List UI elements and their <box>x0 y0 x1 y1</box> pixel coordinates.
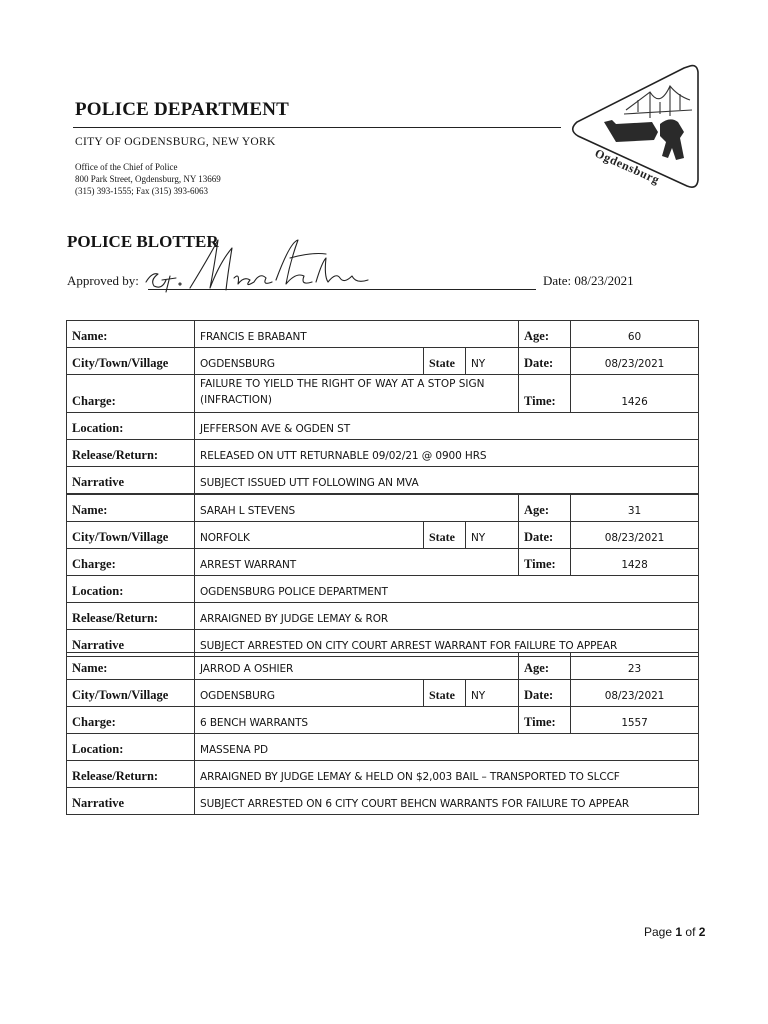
logo-text: Ogdensburg <box>592 145 662 187</box>
time-label: Time: <box>519 549 571 576</box>
location-label: Location: <box>67 576 195 603</box>
city-value: OGDENSBURG <box>195 348 424 375</box>
date-label: Date: <box>519 522 571 549</box>
age-value: 23 <box>571 653 699 680</box>
date-value: 08/23/2021 <box>571 348 699 375</box>
state-label: State <box>424 348 466 375</box>
time-value: 1428 <box>571 549 699 576</box>
narrative-label: Narrative <box>67 630 195 657</box>
name-value: FRANCIS E BRABANT <box>195 321 519 348</box>
city-label: City/Town/Village <box>67 522 195 549</box>
blotter-entry <box>66 494 699 657</box>
date-label: Date: <box>519 680 571 707</box>
date-label: Date: <box>519 348 571 375</box>
release-label: Release/Return: <box>67 603 195 630</box>
name-label: Name: <box>67 321 195 348</box>
department-title: POLICE DEPARTMENT <box>75 99 290 120</box>
narrative-value: SUBJECT ISSUED UTT FOLLOWING AN MVA <box>195 467 699 494</box>
narrative-value: SUBJECT ARRESTED ON 6 CITY COURT BEHCN WARRANTS FOR FAILURE TO APPEAR <box>195 788 699 815</box>
page-number <box>644 925 705 939</box>
narrative-value: SUBJECT ARRESTED ON CITY COURT ARREST WARRANT FOR FAILURE TO APPEAR <box>195 630 699 657</box>
date-value: 08/23/2021 <box>571 522 699 549</box>
city-logo <box>566 62 702 198</box>
state-value: NY <box>466 680 519 707</box>
age-label: Age: <box>519 495 571 522</box>
city-value: OGDENSBURG <box>195 680 424 707</box>
time-label: Time: <box>519 375 571 413</box>
age-value: 60 <box>571 321 699 348</box>
page-total: 2 <box>698 925 706 939</box>
charge-value: ARREST WARRANT <box>195 549 519 576</box>
name-value: SARAH L STEVENS <box>195 495 519 522</box>
bridge-icon <box>624 86 692 118</box>
page-word: Page <box>644 925 673 939</box>
approved-by-label: Approved by: <box>67 273 139 288</box>
office-line-phone: (315) 393-1555; Fax (315) 393-6063 <box>75 186 208 196</box>
ship-icon <box>604 120 658 142</box>
state-value: NY <box>466 348 519 375</box>
city-name: CITY OF OGDENSBURG, NEW YORK <box>75 136 276 148</box>
office-line-street: 800 Park Street, Ogdensburg, NY 13669 <box>75 174 221 184</box>
header-rule <box>73 127 561 128</box>
blotter-title: POLICE BLOTTER <box>67 232 219 251</box>
page-current: 1 <box>675 925 683 939</box>
location-label: Location: <box>67 734 195 761</box>
time-label: Time: <box>519 707 571 734</box>
state-label: State <box>424 522 466 549</box>
office-line-title: Office of the Chief of Police <box>75 162 178 172</box>
name-label: Name: <box>67 495 195 522</box>
age-label: Age: <box>519 653 571 680</box>
name-value: JARROD A OSHIER <box>195 653 519 680</box>
city-label: City/Town/Village <box>67 348 195 375</box>
release-value: RELEASED ON UTT RETURNABLE 09/02/21 @ 0900 HRS <box>195 440 699 467</box>
approver-signature <box>140 232 380 300</box>
office-address <box>75 161 221 197</box>
release-label: Release/Return: <box>67 440 195 467</box>
charge-label: Charge: <box>67 707 195 734</box>
age-value: 31 <box>571 495 699 522</box>
narrative-label: Narrative <box>67 788 195 815</box>
charge-value: FAILURE TO YIELD THE RIGHT OF WAY AT A STOP SIGN (INFRACTION) <box>195 375 519 413</box>
blotter-entry <box>66 320 699 494</box>
state-label: State <box>424 680 466 707</box>
location-label: Location: <box>67 413 195 440</box>
time-value: 1426 <box>571 375 699 413</box>
charge-label: Charge: <box>67 375 195 413</box>
date-value: 08/23/2021 <box>571 680 699 707</box>
blotter-entry <box>66 652 699 815</box>
charge-label: Charge: <box>67 549 195 576</box>
narrative-label: Narrative <box>67 467 195 494</box>
charge-value: 6 BENCH WARRANTS <box>195 707 519 734</box>
location-value: JEFFERSON AVE & OGDEN ST <box>195 413 699 440</box>
location-value: OGDENSBURG POLICE DEPARTMENT <box>195 576 699 603</box>
release-value: ARRAIGNED BY JUDGE LEMAY & HELD ON $2,003 BAIL – TRANSPORTED TO SLCCF <box>195 761 699 788</box>
page-of: of <box>685 925 696 939</box>
city-value: NORFOLK <box>195 522 424 549</box>
age-label: Age: <box>519 321 571 348</box>
name-label: Name: <box>67 653 195 680</box>
state-value: NY <box>466 522 519 549</box>
location-value: MASSENA PD <box>195 734 699 761</box>
city-label: City/Town/Village <box>67 680 195 707</box>
release-label: Release/Return: <box>67 761 195 788</box>
release-value: ARRAIGNED BY JUDGE LEMAY & ROR <box>195 603 699 630</box>
blotter-date: Date: 08/23/2021 <box>543 273 634 288</box>
figure-icon <box>660 119 684 160</box>
time-value: 1557 <box>571 707 699 734</box>
